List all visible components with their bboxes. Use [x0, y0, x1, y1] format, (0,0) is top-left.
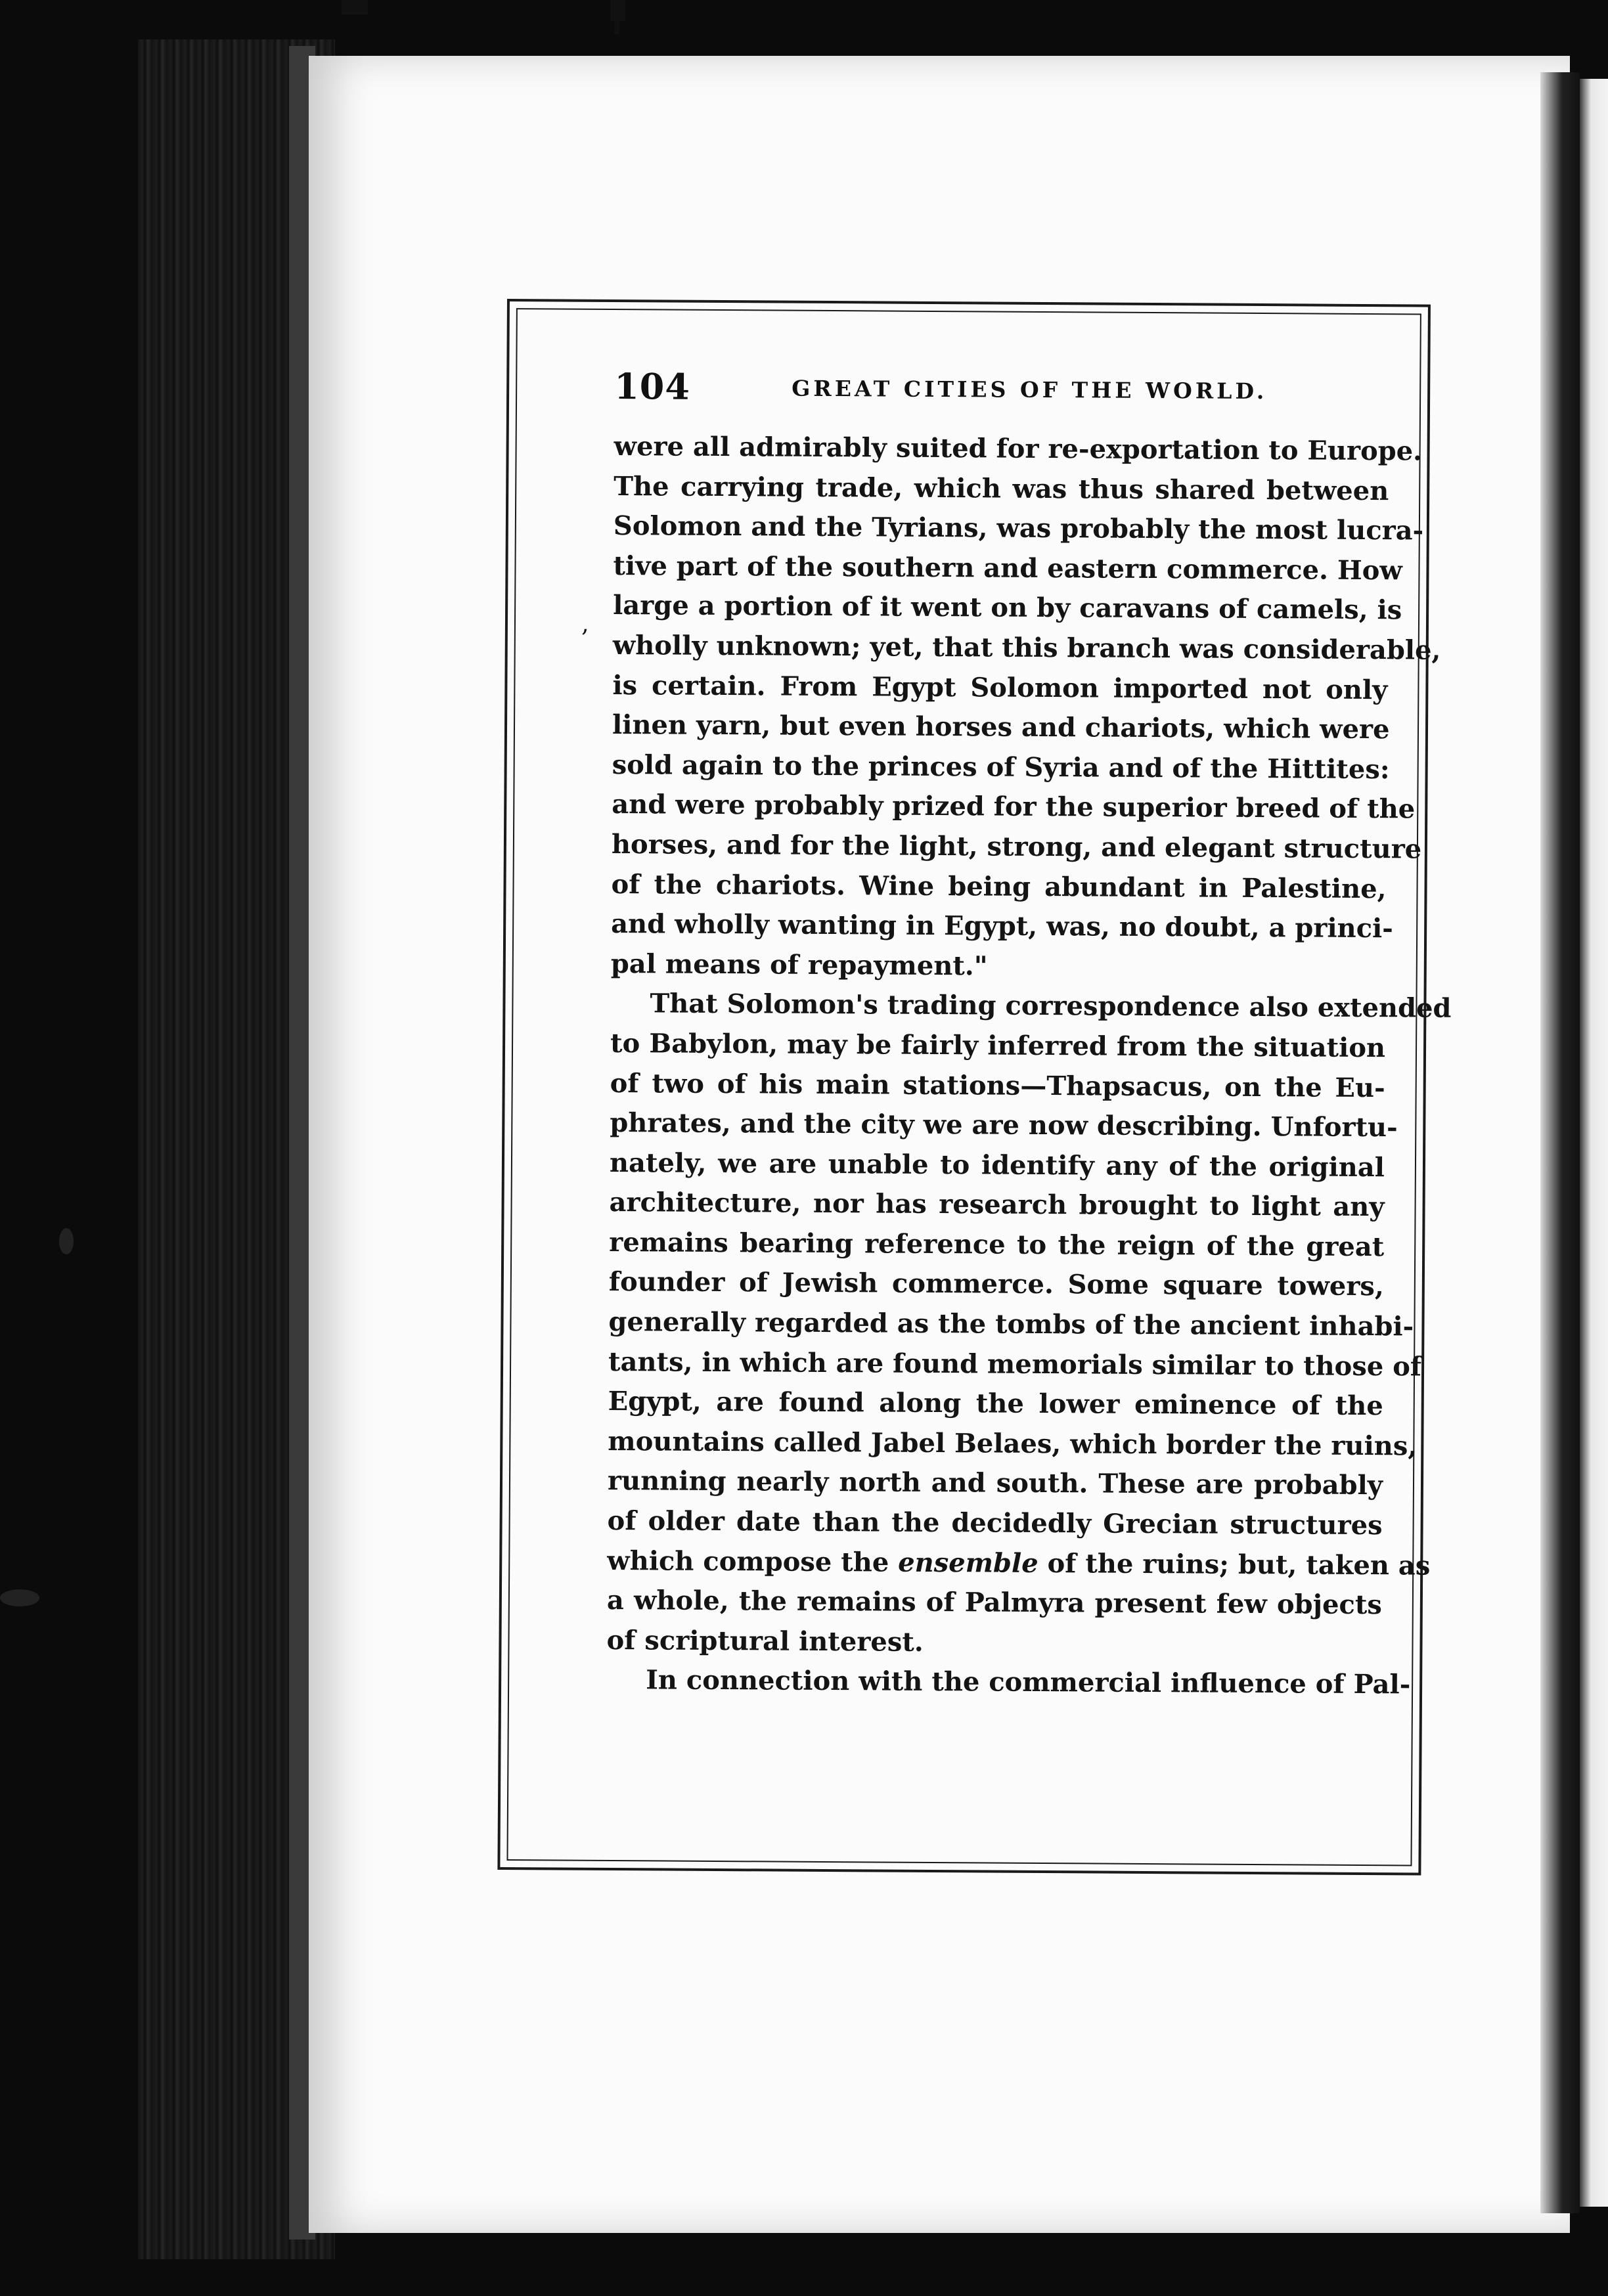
- text-line: running nearly north and south. These are probably: [607, 1465, 1383, 1501]
- text-line: to Babylon, may be fairly inferred from the situation: [610, 1027, 1386, 1064]
- page-number: 104: [614, 364, 691, 408]
- italic-word: ensemble: [898, 1547, 1038, 1579]
- text-line: tive part of the southern and eastern commerce. How: [613, 550, 1402, 586]
- text-line: were all admirably suited for re-exportation to Europe.: [614, 430, 1423, 467]
- text-line: remains bearing reference to the reign of the great: [609, 1226, 1385, 1263]
- text-line: In connection with the commercial influence of Pal-: [646, 1664, 1411, 1700]
- page-header: [614, 365, 1389, 416]
- text-line-ensemble: [607, 1541, 1431, 1586]
- running-title: GREAT CITIES OF THE WORLD.: [792, 375, 1268, 405]
- text-line: horses, and for the light, strong, and elegant structure: [611, 828, 1422, 865]
- text-line: generally regarded as the tombs of the ancient inhabi-: [608, 1306, 1414, 1342]
- right-gutter: [1540, 72, 1580, 2213]
- text-line: and wholly wanting in Egypt, was, no doubt, a princi-: [611, 908, 1393, 944]
- scan-smudge: [59, 1228, 74, 1254]
- next-page-edge: [1580, 79, 1608, 2207]
- text-line: The carrying trade, which was thus shared between: [614, 470, 1389, 506]
- scan-smudge: [0, 1589, 39, 1606]
- text-line: mountains called Jabel Belaes, which border the ruins,: [608, 1425, 1418, 1462]
- scan-mark: [342, 0, 368, 14]
- scan-mark: [614, 14, 619, 34]
- text-line: large a portion of it went on by caravans of camels, is: [613, 590, 1402, 626]
- text-frame: [497, 299, 1452, 1876]
- text-line: wholly unknown; yet, that this branch was considerable,: [612, 629, 1441, 666]
- text-line: tants, in which are found memorials similar to those of: [608, 1346, 1422, 1382]
- text-line: of older date than the decidedly Grecian structures: [607, 1505, 1383, 1541]
- text-line: That Solomon's trading correspondence also extended: [650, 988, 1452, 1025]
- text-line: pal means of repayment.": [610, 948, 988, 982]
- body-text: [606, 427, 1452, 1705]
- text-line: and were probably prized for the superior breed of the: [612, 789, 1416, 825]
- text-line: architecture, nor has research brought to light any: [609, 1187, 1385, 1223]
- text-run: which compose the: [607, 1545, 899, 1578]
- text-line: founder of Jewish commerce. Some square towers,: [608, 1266, 1384, 1302]
- text-line: a whole, the remains of Palmyra present few objects: [606, 1585, 1383, 1621]
- text-line: phrates, and the city we are now describing. Unfortu-: [610, 1107, 1398, 1143]
- text-line: of the chariots. Wine being abundant in Palestine,: [611, 868, 1387, 904]
- text-line: nately, we are unable to identify any of the original: [609, 1147, 1385, 1183]
- text-line: sold again to the princes of Syria and of the Hittites:: [612, 749, 1390, 785]
- text-line: Solomon and the Tyrians, was probably the most lucra-: [613, 510, 1424, 546]
- text-line: is certain. From Egypt Solomon imported not only: [612, 669, 1388, 705]
- text-run: of the ruins; but, taken as: [1038, 1547, 1431, 1581]
- text-line: linen yarn, but even horses and chariots, which were: [612, 709, 1390, 745]
- text-line: Egypt, are found along the lower eminence of the: [608, 1386, 1383, 1422]
- text-line: of two of his main stations—Thapsacus, on the Eu-: [610, 1067, 1385, 1103]
- margin-mark: ‚: [581, 610, 589, 638]
- text-line: of scriptural interest.: [606, 1624, 924, 1658]
